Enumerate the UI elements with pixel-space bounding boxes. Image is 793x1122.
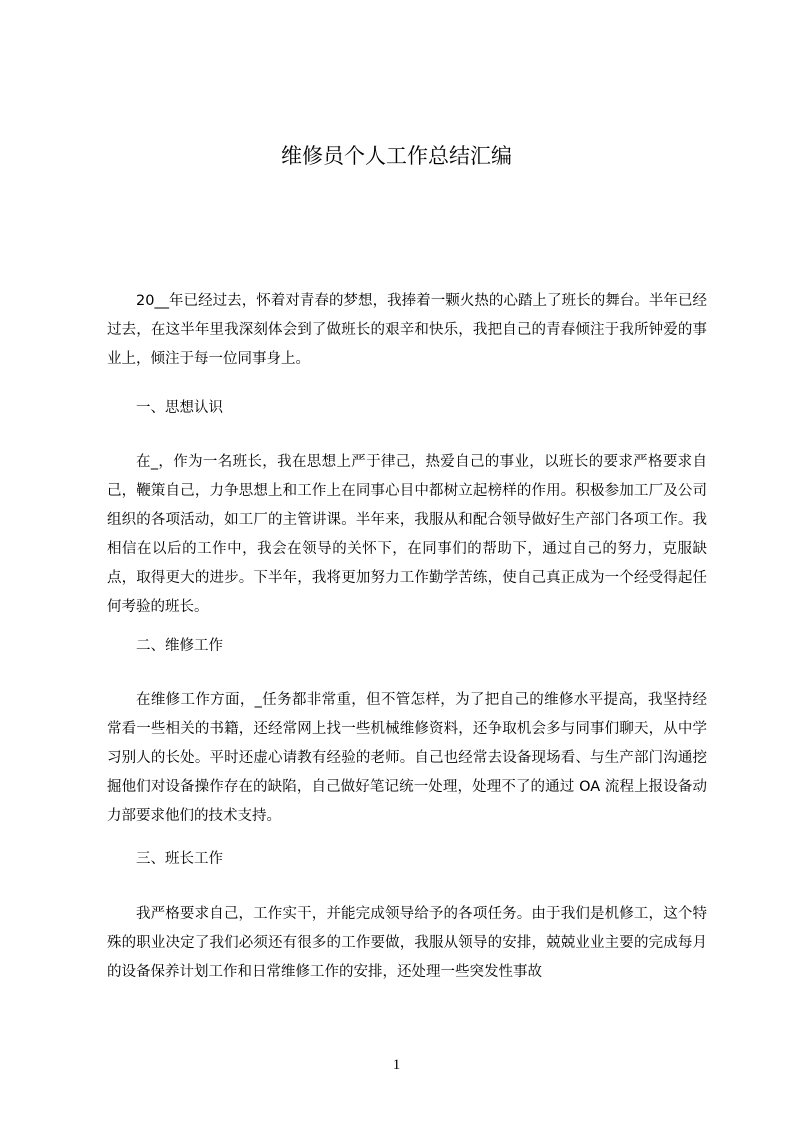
section-body-thoughts: 在_，作为一名班长，我在思想上严于律己，热爱自己的事业，以班长的要求严格要求自己，鞭策自己，力争思想上和工作上在同事心目中都树立起榜样的作用。积极参加工厂及公司组织的各项活动，如工厂的主管讲课。半年来，我服从和配合领导做好生产部门各项工作。我相信在以后的工作中，我会在领导的关怀下，在同事们的帮助下，通过自己的努力，克服缺点，取得更大的进步。下半年，我将更加努力工作勤学苦练，使自己真正成为一个经受得起任何考验的班长。 bbox=[107, 454, 707, 615]
page-number: 1 bbox=[392, 1057, 401, 1073]
document-title: 维修员个人工作总结汇编 bbox=[281, 144, 512, 168]
section-heading-maintenance: 二、维修工作 bbox=[136, 638, 223, 654]
section-body-maintenance: 在维修工作方面，_任务都非常重，但不管怎样，为了把自己的维修水平提高，我坚持经常看一些相关的书籍，还经常网上找一些机械维修资料，还争取机会多与同事们聊天，从中学习别人的长处。平时还虚心请教有经验的老师。自己也经常去设备现场看、与生产部门沟通挖掘他们对设备操作存在的缺陷，自己做好笔记统一处理，处理不了的通过 OA 流程上报设备动力部要求他们的技术支持。 bbox=[107, 692, 707, 824]
intro-paragraph: 20__年已经过去，怀着对青春的梦想，我捧着一颗火热的心踏上了班长的舞台。半年已经过去，在这半年里我深刻体会到了做班长的艰辛和快乐，我把自己的青春倾注于我所钟爱的事业上，倾注于每一位同事身上。 bbox=[107, 293, 707, 367]
section-heading-thoughts: 一、思想认识 bbox=[136, 400, 223, 416]
section-body-team-leader: 我严格要求自己，工作实干，并能完成领导给予的各项任务。由于我们是机修工，这个特殊的职业决定了我们必须还有很多的工作要做，我服从领导的安排，兢兢业业主要的完成每月的设备保养计划工作和日常维修工作的安排，还处理一些突发性事故 bbox=[107, 906, 707, 980]
section-heading-team-leader: 三、班长工作 bbox=[136, 851, 223, 867]
